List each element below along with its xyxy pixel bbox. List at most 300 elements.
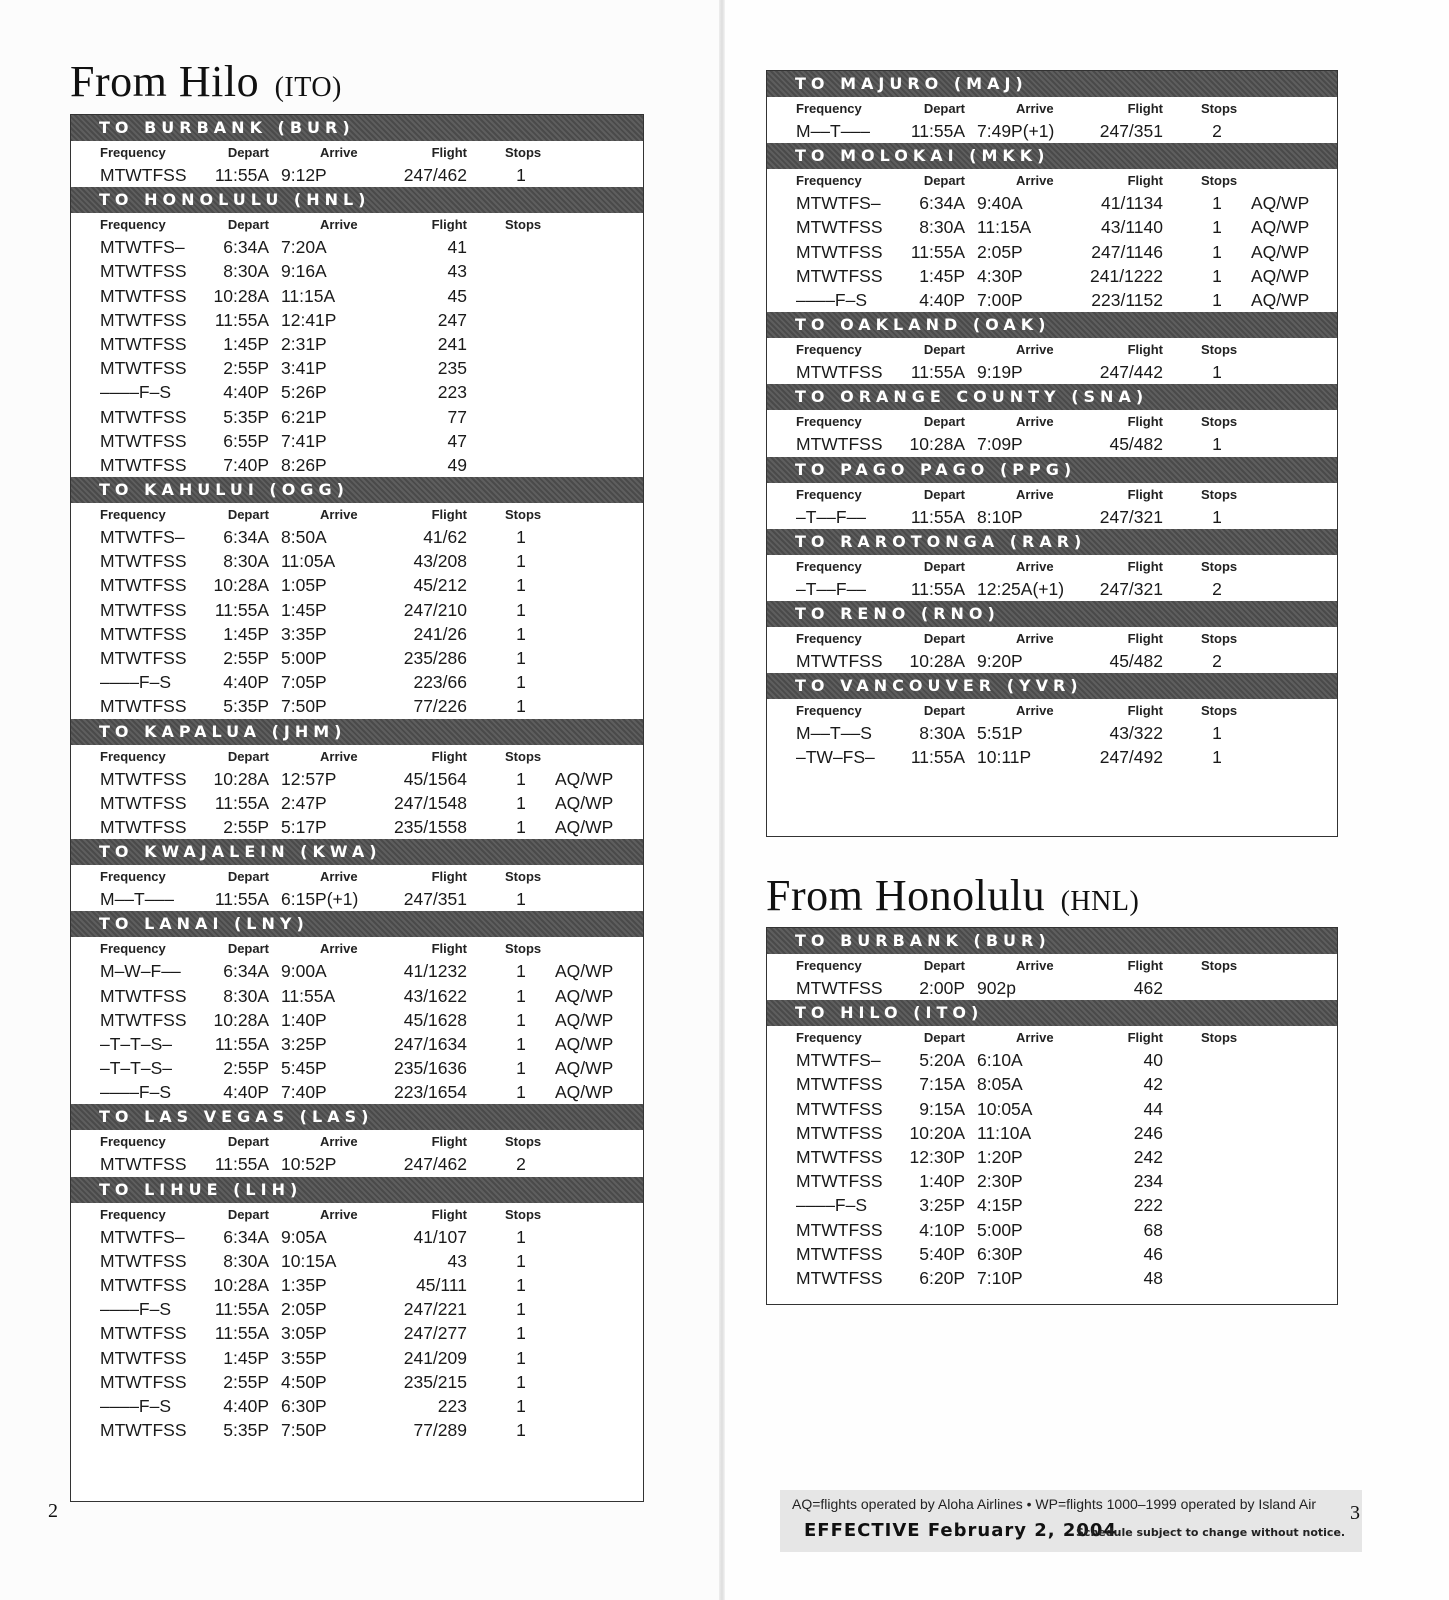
destination-header: TO BURBANK (BUR) — [71, 115, 643, 141]
frequency-cell: –T––F–– — [796, 578, 867, 599]
flight-cell: 235 — [437, 358, 467, 379]
destination-header: TO KAHULUI (OGG) — [71, 477, 643, 503]
flight-header: Flight — [1127, 414, 1163, 430]
operator-cell: AQ/WP — [555, 816, 614, 837]
flight-header: Flight — [431, 869, 467, 885]
destination-header: TO OAKLAND (OAK) — [767, 312, 1337, 338]
depart-cell: 11:55A — [214, 1323, 269, 1344]
table-row — [767, 119, 1337, 143]
depart-cell: 2:55P — [223, 816, 269, 837]
stops-cell: 1 — [516, 575, 526, 596]
table-row — [71, 670, 643, 694]
frequency-cell: MTWTFS– — [100, 237, 185, 258]
arrive-header: Arrive — [1016, 342, 1054, 358]
column-header-row — [71, 865, 643, 887]
arrive-cell: 5:26P — [281, 382, 327, 403]
stops-cell: 1 — [516, 672, 526, 693]
frequency-cell: MTWTFSS — [796, 362, 883, 383]
arrive-cell: 3:05P — [281, 1323, 327, 1344]
flight-header: Flight — [431, 1206, 467, 1222]
section-title-from-honolulu — [766, 870, 1139, 921]
stops-header: Stops — [1201, 630, 1238, 646]
stops-cell: 1 — [516, 1226, 526, 1247]
table-row — [71, 356, 643, 380]
flight-cell: 45/482 — [1109, 434, 1163, 455]
frequency-header: Frequency — [796, 486, 862, 502]
arrive-cell: 5:45P — [281, 1058, 327, 1079]
arrive-cell: 10:05A — [977, 1098, 1033, 1119]
stops-header: Stops — [1201, 558, 1238, 574]
flight-cell: 234 — [1133, 1171, 1163, 1192]
frequency-header: Frequency — [796, 958, 862, 973]
stops-cell: 1 — [516, 768, 526, 789]
arrive-cell: 8:50A — [281, 527, 327, 548]
flight-cell: 43/1140 — [1101, 217, 1163, 238]
frequency-cell: MTWTFSS — [100, 261, 187, 282]
flight-header: Flight — [431, 145, 467, 160]
operator-cell: AQ/WP — [555, 1082, 614, 1103]
frequency-cell: MTWTFSS — [796, 434, 883, 455]
table-row — [71, 332, 643, 356]
from-hilo-schedule-left — [70, 114, 644, 1502]
depart-header: Depart — [923, 101, 965, 116]
depart-cell: 4:40P — [223, 1395, 269, 1416]
arrive-cell: 5:17P — [281, 816, 327, 837]
frequency-cell: MTWTFSS — [100, 165, 187, 185]
depart-header: Depart — [923, 958, 965, 973]
table-row — [767, 721, 1337, 745]
frequency-cell: ––––F–S — [100, 1299, 172, 1320]
frequency-cell: MTWTFSS — [100, 551, 187, 572]
table-row — [71, 525, 643, 549]
frequency-cell: MTWTFS– — [796, 1050, 881, 1071]
table-row — [71, 284, 643, 308]
operator-cell: AQ/WP — [555, 1058, 614, 1079]
depart-cell: 5:35P — [223, 1420, 269, 1441]
flight-header: Flight — [1127, 486, 1163, 502]
flight-cell: 47 — [447, 430, 467, 451]
depart-header: Depart — [923, 342, 965, 358]
stops-cell: 1 — [516, 1009, 526, 1030]
depart-cell: 11:55A — [214, 792, 269, 813]
flight-cell: 223/1152 — [1091, 289, 1163, 310]
frequency-header: Frequency — [100, 1134, 166, 1150]
flight-cell: 247/351 — [403, 889, 467, 910]
stops-cell: 1 — [516, 551, 526, 572]
table-row — [767, 1218, 1337, 1242]
arrive-cell: 7:41P — [281, 430, 327, 451]
arrive-cell: 9:20P — [977, 650, 1023, 671]
frequency-cell: MTWTFSS — [100, 1371, 187, 1392]
depart-cell: 10:20A — [909, 1122, 965, 1143]
depart-header: Depart — [227, 1206, 269, 1222]
frequency-cell: MTWTFS– — [100, 1226, 185, 1247]
depart-header: Depart — [923, 486, 965, 502]
section-title-from-hilo — [70, 56, 342, 107]
stops-cell: 1 — [1212, 193, 1222, 214]
frequency-cell: MTWTFSS — [100, 454, 187, 475]
arrive-cell: 11:10A — [977, 1122, 1032, 1143]
frequency-header: Frequency — [100, 507, 166, 523]
flight-cell: 247/221 — [403, 1299, 467, 1320]
depart-cell: 7:40P — [223, 454, 269, 475]
arrive-header: Arrive — [320, 217, 358, 233]
stops-cell: 2 — [1212, 578, 1222, 599]
depart-cell: 11:55A — [214, 309, 269, 330]
depart-cell: 10:28A — [909, 434, 965, 455]
column-header-row — [71, 1203, 643, 1225]
depart-cell: 11:55A — [910, 506, 965, 527]
arrive-cell: 8:05A — [977, 1074, 1023, 1095]
depart-cell: 4:40P — [919, 289, 965, 310]
frequency-cell: MTWTFSS — [796, 1267, 883, 1288]
frequency-header: Frequency — [100, 748, 166, 764]
depart-header: Depart — [227, 507, 269, 523]
flight-cell: 43 — [447, 1250, 467, 1271]
table-row — [767, 745, 1337, 769]
depart-cell: 2:00P — [919, 978, 965, 998]
table-row — [71, 1080, 643, 1104]
depart-cell: 8:30A — [223, 985, 269, 1006]
flight-cell: 247/321 — [1099, 578, 1163, 599]
stops-cell: 1 — [516, 961, 526, 982]
depart-header: Depart — [227, 941, 269, 957]
stops-cell: 1 — [1212, 747, 1222, 768]
depart-cell: 9:15A — [919, 1098, 965, 1119]
frequency-cell: MTWTFSS — [100, 623, 187, 644]
depart-cell: 6:34A — [223, 1226, 269, 1247]
stops-cell: 1 — [1212, 289, 1222, 310]
flight-cell: 247/492 — [1099, 747, 1163, 768]
frequency-header: Frequency — [100, 941, 166, 957]
frequency-cell: MTWTFSS — [100, 1154, 187, 1175]
frequency-cell: M–W–F–– — [100, 961, 181, 982]
frequency-cell: ––––F–S — [100, 1395, 172, 1416]
frequency-cell: M––T––– — [100, 889, 174, 910]
table-row — [767, 1169, 1337, 1193]
flight-cell: 223 — [437, 1395, 467, 1416]
arrive-cell: 9:16A — [281, 261, 327, 282]
footer-operator-note: AQ=flights operated by Aloha Airlines • WP=flights 1000–1999 operated by Island Air — [792, 1496, 1317, 1512]
frequency-cell: MTWTFSS — [100, 792, 187, 813]
column-header-row — [767, 338, 1337, 360]
column-header-row — [767, 97, 1337, 119]
flight-cell: 246 — [1133, 1122, 1163, 1143]
table-row — [71, 1249, 643, 1273]
arrive-cell: 5:00P — [281, 648, 327, 668]
arrive-cell: 11:15A — [281, 285, 336, 306]
depart-header: Depart — [227, 217, 269, 233]
flight-cell: 241/1222 — [1090, 265, 1163, 286]
arrive-cell: 7:40P — [281, 1082, 327, 1103]
table-row — [71, 1394, 643, 1418]
frequency-cell: MTWTFSS — [100, 406, 187, 427]
table-row — [71, 1297, 643, 1321]
table-row — [767, 1266, 1337, 1290]
destination-header: TO MOLOKAI (MKK) — [767, 143, 1337, 169]
flight-header: Flight — [431, 1134, 467, 1150]
arrive-cell: 5:00P — [977, 1219, 1023, 1240]
frequency-header: Frequency — [100, 217, 166, 233]
stops-cell: 1 — [516, 599, 526, 620]
flight-header: Flight — [431, 941, 467, 957]
depart-cell: 11:55A — [910, 578, 965, 599]
depart-cell: 6:34A — [223, 961, 269, 982]
flight-cell: 223/66 — [413, 672, 467, 693]
arrive-cell: 7:50P — [281, 1420, 327, 1441]
table-row — [71, 1152, 643, 1176]
section-title-text: From Honolulu — [766, 871, 1046, 920]
stops-cell: 2 — [516, 1154, 526, 1175]
stops-cell: 1 — [1212, 217, 1222, 238]
arrive-cell: 2:05P — [977, 241, 1023, 262]
destination-header: TO VANCOUVER (YVR) — [767, 673, 1337, 699]
flight-cell: 40 — [1143, 1050, 1163, 1071]
depart-cell: 10:28A — [213, 1275, 269, 1295]
column-header-row — [767, 954, 1337, 976]
stops-cell: 1 — [516, 165, 526, 185]
flight-cell: 241/26 — [413, 623, 467, 644]
operator-cell: AQ/WP — [1251, 289, 1310, 310]
frequency-cell: ––––F–S — [100, 672, 172, 693]
depart-header: Depart — [923, 1030, 965, 1046]
arrive-header: Arrive — [320, 941, 358, 957]
table-row — [767, 649, 1337, 673]
frequency-cell: MTWTFSS — [100, 285, 187, 306]
flight-header: Flight — [1127, 101, 1163, 116]
stops-header: Stops — [505, 1134, 542, 1150]
depart-cell: 11:55A — [910, 241, 965, 262]
frequency-cell: MTWTFSS — [100, 1009, 187, 1030]
flight-cell: 241/209 — [403, 1347, 467, 1368]
arrive-cell: 9:00A — [281, 961, 327, 982]
arrive-header: Arrive — [320, 748, 358, 764]
arrive-cell: 9:12P — [281, 165, 327, 185]
frequency-header: Frequency — [100, 869, 166, 885]
arrive-cell: 3:25P — [281, 1033, 327, 1054]
depart-cell: 1:45P — [223, 623, 269, 644]
arrive-cell: 7:00P — [977, 289, 1023, 310]
frequency-cell: –T–T–S– — [100, 1058, 172, 1079]
depart-cell: 11:55A — [910, 121, 965, 141]
table-row — [767, 1048, 1337, 1072]
destination-header: TO MAJURO (MAJ) — [767, 71, 1337, 97]
depart-header: Depart — [923, 630, 965, 646]
arrive-cell: 11:15A — [977, 217, 1032, 238]
frequency-cell: MTWTFSS — [100, 333, 187, 354]
table-row — [71, 453, 643, 477]
flight-cell: 247/1146 — [1091, 241, 1163, 262]
depart-header: Depart — [923, 558, 965, 574]
destination-header: TO BURBANK (BUR) — [767, 928, 1337, 954]
table-row — [767, 976, 1337, 1000]
column-header-row — [767, 410, 1337, 432]
frequency-cell: ––––F–S — [796, 289, 868, 310]
depart-cell: 4:10P — [919, 1219, 965, 1240]
arrive-header: Arrive — [1016, 703, 1054, 719]
flight-cell: 247/462 — [403, 1154, 467, 1175]
flight-cell: 43/322 — [1109, 723, 1163, 744]
depart-header: Depart — [923, 173, 965, 189]
frequency-header: Frequency — [796, 630, 862, 646]
destination-header: TO KAPALUA (JHM) — [71, 719, 643, 745]
table-row — [767, 240, 1337, 264]
depart-cell: 1:45P — [919, 265, 965, 286]
frequency-cell: MTWTFSS — [100, 768, 187, 789]
frequency-cell: MTWTFSS — [796, 650, 883, 671]
depart-cell: 8:30A — [223, 551, 269, 572]
depart-cell: 11:55A — [214, 1033, 269, 1054]
frequency-cell: MTWTFSS — [796, 1243, 883, 1264]
stops-cell: 1 — [1212, 434, 1222, 455]
stops-cell: 1 — [516, 1250, 526, 1271]
depart-header: Depart — [227, 869, 269, 885]
operator-cell: AQ/WP — [555, 1033, 614, 1054]
frequency-cell: –T–T–S– — [100, 1033, 172, 1054]
arrive-cell: 7:49P(+1) — [977, 121, 1055, 141]
table-row — [767, 577, 1337, 601]
frequency-cell: MTWTFSS — [100, 430, 187, 451]
flight-cell: 223 — [437, 382, 467, 403]
stops-header: Stops — [1201, 101, 1238, 116]
arrive-cell: 10:52P — [281, 1154, 337, 1175]
table-row — [71, 1225, 643, 1249]
flight-header: Flight — [1127, 1030, 1163, 1046]
arrive-cell: 2:31P — [281, 333, 327, 354]
column-header-row — [767, 555, 1337, 577]
arrive-cell: 6:10A — [977, 1050, 1023, 1071]
flight-cell: 242 — [1133, 1146, 1163, 1167]
table-row — [71, 429, 643, 453]
table-row — [71, 549, 643, 573]
table-row — [71, 767, 643, 791]
stops-cell: 1 — [516, 1395, 526, 1416]
arrive-cell: 7:20A — [281, 237, 327, 258]
stops-cell: 1 — [516, 1371, 526, 1392]
frequency-cell: MTWTFSS — [796, 1219, 883, 1240]
arrive-header: Arrive — [1016, 558, 1054, 574]
column-header-row — [71, 213, 643, 235]
flight-cell: 41/62 — [423, 527, 467, 548]
table-row — [767, 432, 1337, 456]
depart-cell: 2:55P — [223, 358, 269, 379]
column-header-row — [71, 141, 643, 163]
column-header-row — [71, 937, 643, 959]
flight-cell: 223/1654 — [394, 1082, 467, 1103]
operator-cell: AQ/WP — [555, 792, 614, 813]
frequency-cell: MTWTFSS — [100, 985, 187, 1006]
table-row — [71, 163, 643, 187]
stops-cell: 1 — [516, 1347, 526, 1368]
depart-cell: 4:40P — [223, 672, 269, 693]
depart-cell: 11:55A — [214, 165, 269, 185]
arrive-cell: 7:50P — [281, 696, 327, 717]
stops-cell: 1 — [516, 623, 526, 644]
arrive-cell: 9:05A — [281, 1226, 327, 1247]
stops-cell: 1 — [516, 1275, 526, 1295]
flight-cell: 43 — [447, 261, 467, 282]
flight-cell: 41/1232 — [403, 961, 467, 982]
table-row — [71, 235, 643, 259]
arrive-cell: 902p — [977, 978, 1016, 998]
frequency-cell: MTWTFSS — [796, 1074, 883, 1095]
stops-cell: 1 — [516, 1082, 526, 1103]
depart-cell: 5:20A — [919, 1050, 965, 1071]
depart-cell: 11:55A — [214, 1154, 269, 1175]
stops-header: Stops — [505, 869, 542, 885]
arrive-cell: 7:09P — [977, 434, 1023, 455]
stops-cell: 2 — [1212, 650, 1222, 671]
frequency-cell: M––T––S — [796, 723, 872, 744]
stops-cell: 1 — [516, 1033, 526, 1054]
stops-cell: 1 — [1212, 265, 1222, 286]
flight-header: Flight — [431, 748, 467, 764]
flight-header: Flight — [1127, 630, 1163, 646]
frequency-cell: MTWTFSS — [100, 696, 187, 717]
flight-cell: 43/208 — [413, 551, 467, 572]
frequency-cell: MTWTFSS — [100, 599, 187, 620]
column-header-row — [767, 169, 1337, 191]
frequency-header: Frequency — [796, 1030, 862, 1046]
page-number-right: 3 — [1350, 1502, 1360, 1524]
stops-header: Stops — [505, 145, 542, 160]
column-header-row — [767, 627, 1337, 649]
flight-cell: 41/1134 — [1101, 193, 1163, 214]
frequency-cell: MTWTFSS — [796, 1122, 883, 1143]
arrive-header: Arrive — [1016, 1030, 1054, 1046]
arrive-header: Arrive — [1016, 414, 1054, 430]
depart-cell: 4:40P — [223, 382, 269, 403]
depart-cell: 5:35P — [223, 406, 269, 427]
depart-cell: 6:34A — [919, 193, 965, 214]
stops-cell: 1 — [1212, 723, 1222, 744]
flight-cell: 45/212 — [413, 575, 467, 596]
destination-header: TO RENO (RNO) — [767, 601, 1337, 627]
table-row — [767, 1193, 1337, 1217]
frequency-cell: ––––F–S — [796, 1195, 868, 1216]
depart-cell: 4:40P — [223, 1082, 269, 1103]
frequency-cell: MTWTFSS — [100, 648, 187, 668]
frequency-cell: MTWTFSS — [796, 265, 883, 286]
table-row — [71, 1273, 643, 1297]
arrive-cell: 9:40A — [977, 193, 1023, 214]
stops-header: Stops — [1201, 486, 1238, 502]
depart-cell: 6:34A — [223, 527, 269, 548]
table-row — [71, 405, 643, 429]
flight-cell: 45/111 — [416, 1275, 467, 1295]
flight-cell: 247/210 — [403, 599, 467, 620]
arrive-cell: 6:21P — [281, 406, 327, 427]
flight-cell: 44 — [1143, 1098, 1163, 1119]
arrive-cell: 1:35P — [281, 1275, 327, 1295]
table-row — [71, 573, 643, 597]
table-row — [71, 791, 643, 815]
frequency-cell: MTWTFSS — [796, 1146, 883, 1167]
depart-cell: 2:55P — [223, 1371, 269, 1392]
flight-cell: 77/226 — [413, 696, 467, 717]
operator-cell: AQ/WP — [1251, 241, 1310, 262]
frequency-cell: MTWTFSS — [100, 1420, 187, 1441]
arrive-cell: 1:05P — [281, 575, 327, 596]
frequency-cell: MTWTFSS — [100, 1323, 187, 1344]
frequency-header: Frequency — [796, 173, 862, 189]
arrive-cell: 4:50P — [281, 1371, 327, 1392]
frequency-cell: MTWTFSS — [100, 816, 187, 837]
table-row — [71, 598, 643, 622]
depart-header: Depart — [923, 703, 965, 719]
operator-cell: AQ/WP — [555, 961, 614, 982]
flight-cell: 41/107 — [413, 1226, 467, 1247]
